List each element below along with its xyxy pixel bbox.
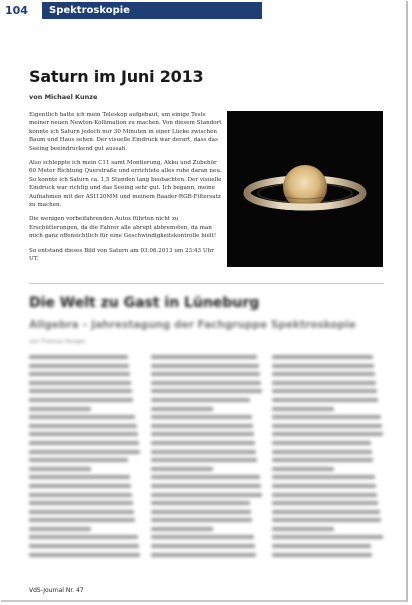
blurred-text-line [272,527,334,531]
blurred-text-line [272,535,383,539]
blurred-text-line [29,501,133,505]
blurred-text-line [151,484,261,488]
blurred-text-line [151,415,252,419]
next-article-column [151,355,263,580]
blurred-text-line [272,510,380,514]
blurred-text-line [29,535,138,539]
blurred-text-line [151,458,257,462]
blurred-text-line [29,484,131,488]
article-title: Saturn im Juni 2013 [29,67,204,86]
blurred-text-line [151,441,255,445]
blurred-text-line [151,432,254,436]
blurred-text-line [29,544,139,548]
blurred-text-line [272,381,376,385]
next-article-column [272,355,384,580]
blurred-text-line [151,475,260,479]
blurred-text-line [151,493,262,497]
blurred-text-line [272,441,371,445]
blurred-text-line [29,518,135,522]
blurred-text-line [29,389,132,393]
blurred-text-line [272,493,377,497]
blurred-text-line [151,364,259,368]
blurred-text-line [272,458,373,462]
blurred-text-line [151,372,260,376]
blurred-text-line [151,407,213,411]
blurred-text-line [151,527,213,531]
blurred-text-line [29,398,133,402]
paragraph: Eigentlich hatte ich mein Teleskop aufgebaut, um einige Tests meiner neuen Newton-Kollimation zu machen. Von diesem Standort konnte ich Saturn jedoch nur 30 Minuten in einer Lücke zwischen Baum und Haus sehen. Der visuelle Eindruck war derart, dass das Seeing beeindruckend gut aussah. [29,112,222,152]
next-article-title: Die Welt zu Gast in Lüneburg [29,295,260,311]
blurred-text-line [151,553,256,557]
blurred-text-line [272,389,377,393]
blurred-text-line [29,553,140,557]
blurred-text-line [29,381,131,385]
blurred-text-line [29,415,135,419]
blurred-text-line [151,544,255,548]
blurred-text-line [151,510,251,514]
blurred-text-line [272,424,382,428]
blurred-text-line [29,450,140,454]
blurred-text-line [29,424,137,428]
blurred-text-line [272,415,381,419]
blurred-text-line [272,432,383,436]
blurred-text-line [29,458,128,462]
blurred-text-line [29,407,91,411]
article-author: von Michael Kunze [29,93,98,101]
blurred-text-line [151,518,252,522]
blurred-text-line [29,432,138,436]
footer-journal: VdS-Journal Nr. 47 [29,587,84,594]
paragraph: Also schleppte ich mein C11 samt Montierung, Akku und Zubehör 60 Meter Richtung Querstraße und errichtete alles ruhe daran neu. So konnte ich Saturn ca. 1,5 Stunden lang beobachten. Der visuelle Eindruck war richtig und das Seeing sehr gut. Ich begann, meine Aufnahmen mit der ASI120MM und meinem Baader-RGB-Filtersatz zu machen. [29,160,222,209]
blurred-text-line [272,364,374,368]
blurred-text-line [29,510,134,514]
blurred-text-line [29,364,129,368]
journal-page [1,1,408,602]
blurred-text-line [272,553,372,557]
blurred-text-line [151,381,261,385]
next-article-subtitle: Allgebra – Jahrestagung der Fachgruppe Spektroskopie [29,319,356,331]
blurred-text-line [272,398,378,402]
next-article-column [29,355,141,580]
blurred-text-line [29,493,132,497]
blurred-text-line [272,484,376,488]
blurred-text-line [151,501,250,505]
blurred-text-line [272,518,381,522]
blurred-text-line [29,441,139,445]
blurred-text-line [272,355,373,359]
blurred-text-line [151,398,250,402]
blurred-text-line [29,467,91,471]
blurred-text-line [151,389,262,393]
next-article-author: von Thomas Hunger [29,339,86,345]
blurred-text-line [272,544,371,548]
page-number: 104 [5,4,28,17]
blurred-text-line [151,467,213,471]
paragraph: Die wenigen vorbeifahrenden Autos führten nicht zu Erschütterungen, da die Fahrer alle abrupt abbremsten, da man mich ganz offensichtlich für eine Geschwindigkeitskontrolle hielt! [29,216,217,240]
blurred-text-line [29,372,130,376]
blurred-text-line [151,535,254,539]
blurred-text-line [29,527,91,531]
blurred-text-line [272,467,334,471]
blurred-text-line [272,372,375,376]
blurred-text-line [151,355,257,359]
paragraph: So entstand dieses Bild von Saturn am 03.06.2013 um 23:43 Uhr UT. [29,247,214,263]
blurred-text-line [272,501,378,505]
blurred-text-line [151,450,256,454]
next-article-blurred [1,1,406,600]
blurred-text-line [29,475,130,479]
blurred-text-line [29,355,128,359]
blurred-text-line [272,407,334,411]
blurred-text-line [272,475,375,479]
blurred-text-line [272,450,372,454]
section-label: Spektroskopie [49,5,130,16]
blurred-text-line [151,424,253,428]
